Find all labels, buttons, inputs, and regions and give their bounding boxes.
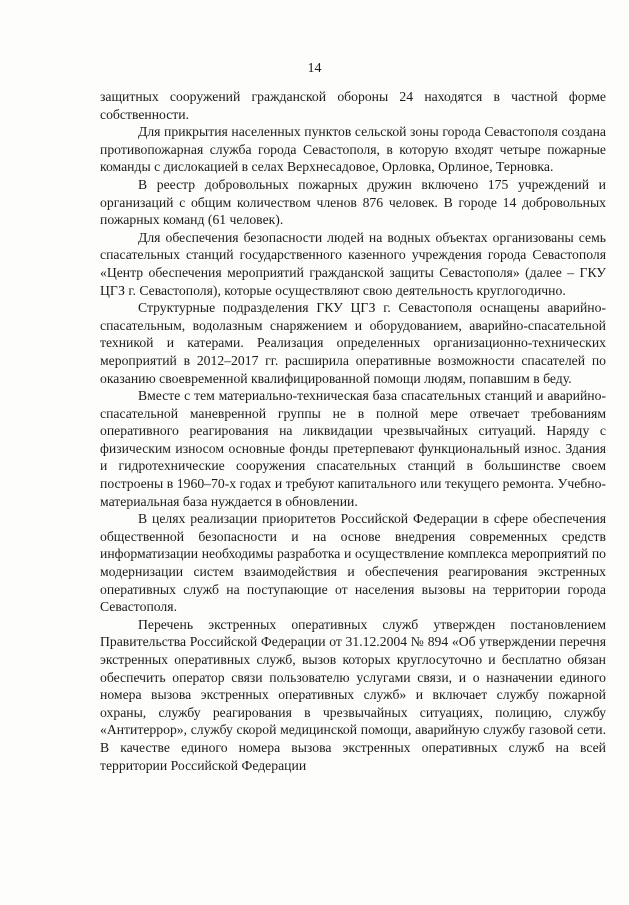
paragraph-material-base: Вместе с тем материально-техническая база спасательных станций и аварийно-спасательной маневренной группы не в полной мере отвечает требованиям оперативного реагирования на ликвидации чрезвычайных ситуаций. Наряду с физическим износом основные фонды претерпевают функциональный износ. Здания и гидротехнические сооружения спасательных станций в большинстве своем построены в 1960–70-х годах и требуют капитального или текущего ремонта. Учебно-материальная база нуждается в обновлении. (100, 388, 606, 509)
paragraph-fire-service: Для прикрытия населенных пунктов сельской зоны города Севастополя создана противопожарная служба города Севастополя, в которую входят четыре пожарные команды с дислокацией в селах Верхнесадовое, Орловка, Орлиное, Терновка. (100, 124, 606, 175)
paragraph-priorities: В целях реализации приоритетов Российской Федерации в сфере обеспечения общественной безопасности и на основе внедрения современных средств информатизации необходимы разработка и осуществление комплекса мероприятий по модернизации систем взаимодействия и обеспечения реагирования экстренных оперативных служб на поступающие от населения вызовы на территории города Севастополя. (100, 511, 606, 615)
paragraph-water-rescue-stations: Для обеспечения безопасности людей на водных объектах организованы семь спасательных станций государственного казенного учреждения города Севастополя «Центр обеспечения мероприятий гражданской защиты Севастополя» (далее – ГКУ ЦГЗ г. Севастополя), которые осуществляют свою деятельность круглогодично. (100, 229, 606, 298)
paragraph-emergency-services-list: Перечень экстренных оперативных служб утвержден постановлением Правительства Российской Федерации от 31.12.2004 № 894 «Об утверждении перечня экстренных оперативных служб, вызов которых круглосуточно и бесплатно обязан обеспечить оператор связи пользователю услугами связи, и о назначении единого номера вызова экстренных оперативных служб» и включает службу пожарной охраны, службу реагирования в чрезвычайных ситуациях, полицию, службу «Антитеррор», службу скорой медицинской помощи, аварийную службу газовой сети. В качестве единого номера вызова экстренных оперативных служб на всей территории Российской Федерации (100, 616, 606, 773)
paragraph-volunteer-fire-brigades: В реестр добровольных пожарных дружин включено 175 учреждений и организаций с общим количеством членов 876 человек. В городе 14 добровольных пожарных команд (61 человек). (100, 176, 606, 228)
document-body (100, 88, 606, 774)
page-number: 14 (307, 61, 322, 76)
paragraph-shelters-continuation: защитных сооружений гражданской обороны 24 находятся в частной форме собственности. (100, 89, 606, 122)
paragraph-structural-units: Структурные подразделения ГКУ ЦГЗ г. Севастополя оснащены аварийно-спасательным, водолазным снаряжением и оборудованием, аварийно-спасательной техникой и катерами. Реализация определенных организационно-технических мероприятий в 2012–2017 гг. расширила оперативные возможности спасателей по оказанию своевременной квалифицированной помощи людям, попавшим в беду. (100, 300, 606, 386)
